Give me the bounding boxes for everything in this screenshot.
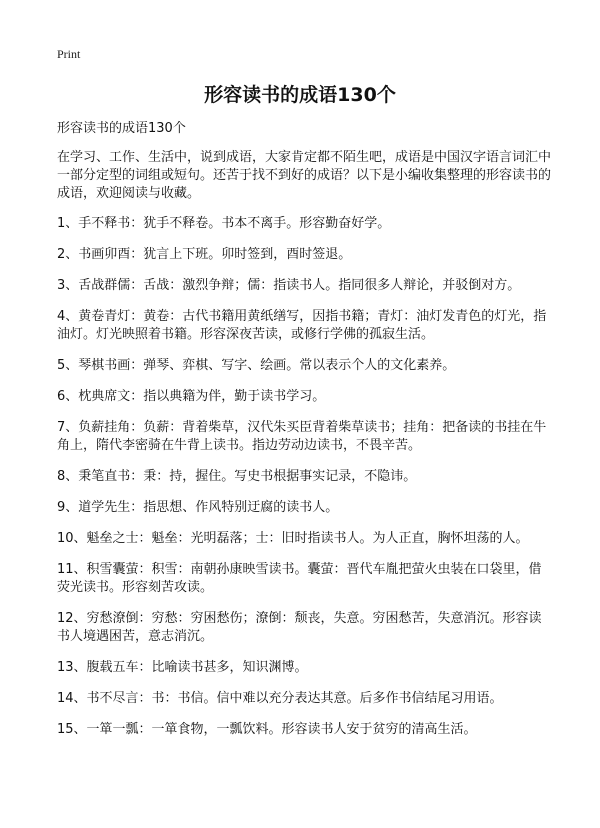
idiom-item: 3、舌战群儒：舌战：激烈争辩；儒：指读书人。指同很多人辩论，并驳倒对方。 <box>57 278 521 293</box>
page-title: 形容读书的成语130个 <box>204 84 396 106</box>
idiom-item: 14、书不尽言：书：书信。信中难以充分表达其意。后多作书信结尾习用语。 <box>57 691 503 706</box>
article-subtitle: 形容读书的成语130个 <box>57 121 186 136</box>
article-body <box>57 120 551 752</box>
idiom-item: 5、琴棋书画：弹琴、弈棋、写字、绘画。常以表示个人的文化素养。 <box>57 358 456 373</box>
idiom-list <box>57 215 551 739</box>
idiom-item: 13、腹载五车：比喻读书甚多，知识渊博。 <box>57 660 308 675</box>
print-link[interactable]: Print <box>57 47 81 61</box>
idiom-item: 1、手不释书：犹手不释卷。书本不离手。形容勤奋好学。 <box>57 216 391 231</box>
article-intro: 在学习、工作、生活中，说到成语，大家肯定都不陌生吧，成语是中国汉字语言词汇中一部分定型的词组或短句。还苦于找不到好的成语？以下是小编收集整理的形容读书的成语，欢迎阅读与收藏。 <box>57 150 552 201</box>
idiom-item: 8、秉笔直书：秉：持，握住。写史书根据事实记录，不隐讳。 <box>57 469 417 484</box>
idiom-item: 11、积雪囊萤：积雪：南朝孙康映雪读书。囊萤：晋代车胤把萤火虫装在口袋里，借荧光读书。形容刻苦攻读。 <box>57 562 542 595</box>
idiom-item: 15、一箪一瓢：一箪食物，一瓢饮料。形容读书人安于贫穷的清高生活。 <box>57 722 477 737</box>
idiom-item: 2、书画卯酉：犹言上下班。卯时签到，酉时签退。 <box>57 247 352 262</box>
idiom-item: 12、穷愁潦倒：穷愁：穷困愁伤；潦倒：颓丧，失意。穷困愁苦，失意消沉。形容读书人境遇困苦，意志消沉。 <box>57 611 542 644</box>
idiom-item: 6、枕典席文：指以典籍为伴，勤于读书学习。 <box>57 389 326 404</box>
idiom-item: 10、魁垒之士：魁垒：光明磊落；士：旧时指读书人。为人正直，胸怀坦荡的人。 <box>57 531 529 546</box>
idiom-item: 9、道学先生：指思想、作风特别迂腐的读书人。 <box>57 500 339 515</box>
idiom-item: 4、黄卷青灯：黄卷：古代书籍用黄纸缮写，因指书籍；青灯：油灯发青色的灯光，指油灯。灯光映照着书籍。形容深夜苦读，或修行学佛的孤寂生活。 <box>57 309 547 342</box>
idiom-item: 7、负薪挂角：负薪：背着柴草，汉代朱买臣背着柴草读书；挂角：把备读的书挂在牛角上，隋代李密骑在牛背上读书。指边劳动边读书，不畏辛苦。 <box>57 420 547 453</box>
